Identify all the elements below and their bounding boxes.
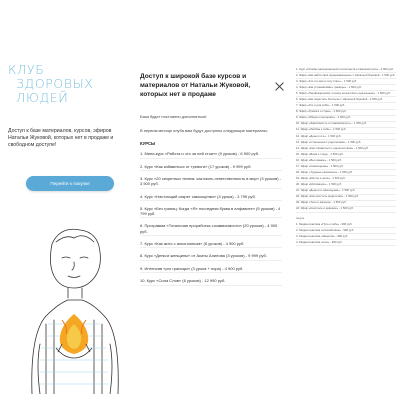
material-item: 10. Эфир «Зависимость и созависимость» - 1 500 руб.: [296, 122, 396, 128]
landing-left-panel: [0, 0, 128, 400]
courses-heading: КУРСЫ: [140, 141, 156, 146]
material-item: 2. Эфир «Как найти своё предназначение» с Натальей Жуковой - 1 500 руб.: [296, 73, 396, 79]
material-item: 6. Эфир «Как перестать бояться» с Натальей Жуковой - 1 500 руб.: [296, 97, 396, 103]
material-item: 21. Эфир «Деньги и самооценка» - 1 500 руб.: [296, 189, 396, 195]
material-item: 3. Эфир «Кто я и кем я хочу стать» - 1 500 руб.: [296, 79, 396, 85]
course-item: 6. Программа «Тотальная проработка созависимости» (20 уроков) - 4 900 руб.: [140, 222, 282, 236]
flame-icon: [60, 314, 88, 354]
modal-intro: База будет постоянно дополняться!: [140, 114, 207, 119]
media-list: [296, 222, 396, 246]
courses-list: [140, 150, 282, 289]
material-item: 8. Эфир «Тревога и страх» - 1 500 руб.: [296, 110, 396, 116]
material-item: 15. Эфир «Вина и стыд» - 1 500 руб.: [296, 152, 396, 158]
lead-text: Доступ к базе материалов, курсов, эфиров Натальи Жуковой, которых нет в продаже и свободном доступе!: [8, 128, 114, 149]
material-item: 24. Эфир «Контроль и доверие» - 1 500 руб.: [296, 207, 396, 213]
course-item: 2. Курс «Как избавиться от тревоги» (17 уроков) - 9 999 руб.: [140, 162, 282, 171]
materials-list-panel: [296, 67, 396, 246]
section-separator: медиа: [296, 215, 305, 220]
course-item: 5. Курс «Без границ: Когда «Я» последняя буква в алфавите» (5 уроков) - 4 799 руб.: [140, 205, 282, 219]
course-item: 8. Курс «Деньги женщины» от Акаты Алинова (3 уроков) - 9 999 руб.: [140, 252, 282, 261]
modal-month-text: В первом месяце клуба вам будут доступны следующие материалы:: [140, 128, 268, 133]
club-logo: [8, 63, 124, 105]
portrait-illustration: [22, 224, 126, 394]
material-item: 4. Эфир «Как устанавливать границы» - 1 500 руб.: [296, 85, 396, 91]
media-item: 1. Медиа-практика «Путь к себе» - 990 руб.: [296, 222, 396, 228]
media-item: 2. Медиа-практика «Спокойствие» - 990 руб.: [296, 228, 396, 234]
course-item: 7. Курс «Как жить с алкоголиком» (8 уроков) - 4 900 руб.: [140, 240, 282, 249]
material-item: 16. Эфир «Выгорание» - 1 500 руб.: [296, 158, 396, 164]
material-item: 9. Эфир «Обида и прощение» - 1 500 руб.: [296, 116, 396, 122]
buy-button[interactable]: Перейти к покупке: [26, 176, 114, 191]
material-item: 20. Эфир «Мотивация» - 1 500 руб.: [296, 182, 396, 188]
material-item: 13. Эфир «Отношения с родителями» - 1 500 руб.: [296, 140, 396, 146]
course-item: 3. Курс «20 секретных техник: как взять ответственность в мир» (3 уроков) - 3 500 руб.: [140, 175, 282, 189]
modal-title: Доступ к широкой базе курсов и материалов от Натальи Жуковой, которых нет в продаже: [140, 73, 251, 98]
material-item: 1. Курс «Основы эмоционального интеллекта и самоконтроля» - 2 900 руб.: [296, 67, 396, 73]
media-item: 4. Медиа-практика «Сон» - 990 руб.: [296, 240, 396, 246]
material-item: 22. Эфир «Как простить родителей» - 1 500 руб.: [296, 195, 396, 201]
material-item: 11. Эфир «Любовь к себе» - 1 500 руб.: [296, 128, 396, 134]
course-item: 9. Интенсив «pro границы» (3 урока + нора) - 4 900 руб.: [140, 265, 282, 274]
courses-modal: [128, 56, 288, 400]
material-item: 5. Эфир «Перфекционизм: почему нельзя быть идеальным» - 1 500 руб.: [296, 91, 396, 97]
course-item: 4. Курс «Настоящий секрет самооценки» (4 урока) - 3 799 руб.: [140, 192, 282, 201]
logo-line-2: ЗДОРОВЫХ ЛЮДЕЙ: [16, 76, 94, 105]
material-item: 7. Эфир «Кто я для себя» - 1 500 руб.: [296, 103, 396, 109]
media-item: 3. Медиа-практика «Энергия» - 990 руб.: [296, 234, 396, 240]
close-icon[interactable]: [274, 81, 286, 93]
logo-line-1: КЛУБ: [8, 62, 45, 77]
material-item: 18. Эфир «Трудные разговоры» - 1 500 руб.: [296, 170, 396, 176]
materials-list: [296, 67, 396, 213]
material-item: 19. Эфир «Мечты и цели» - 1 500 руб.: [296, 176, 396, 182]
material-item: 12. Эфир «Деньги и я» - 1 500 руб.: [296, 134, 396, 140]
material-item: 17. Эфир «Самооценка» - 1 500 руб.: [296, 164, 396, 170]
course-item: 10. Курс «Сила Слов» (6 уроков) - 12 990 руб.: [140, 277, 282, 286]
course-item: 1. Мини-курс «Работа и что за ней стоит» (9 уроков) - 6 900 руб.: [140, 150, 282, 159]
material-item: 23. Эфир «Тело и эмоции» - 1 500 руб.: [296, 201, 396, 207]
material-item: 14. Эфир «Как справиться с одиночеством» - 1 500 руб.: [296, 146, 396, 152]
